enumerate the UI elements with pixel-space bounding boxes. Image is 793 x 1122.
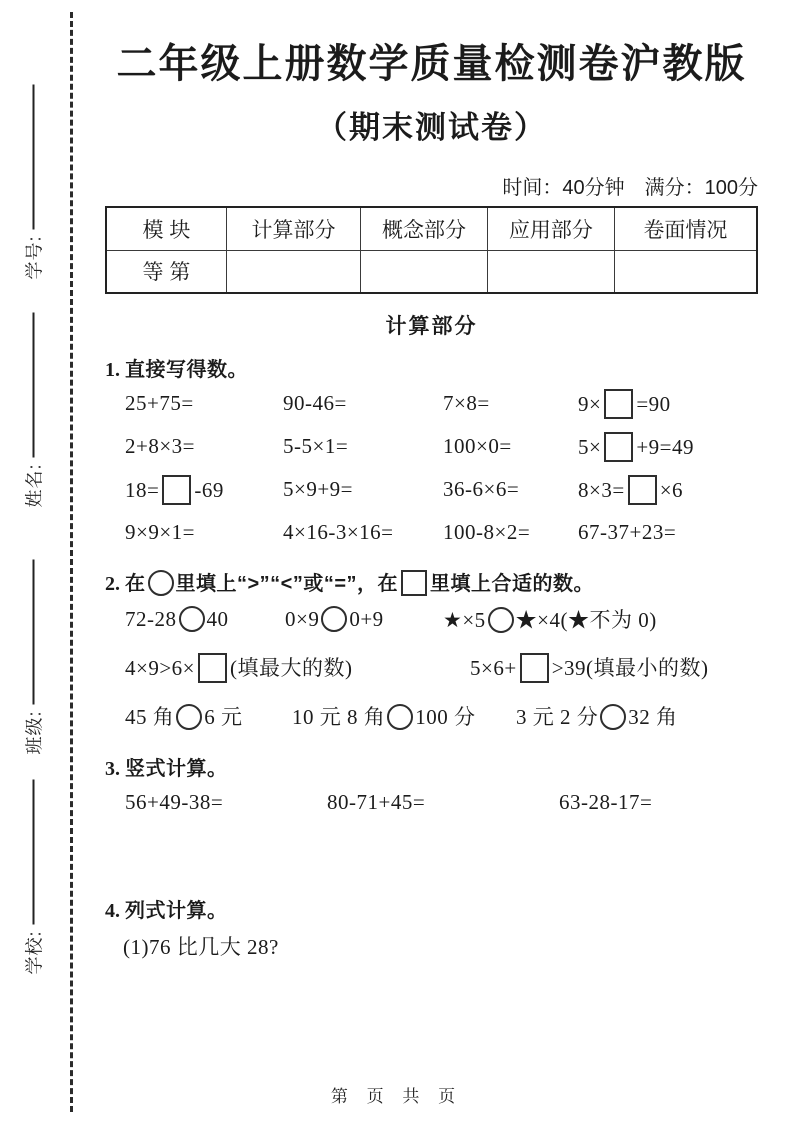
fill-in-square: [401, 570, 427, 596]
time-and-score-meta: 时间：40分钟 满分：100分: [502, 177, 758, 199]
question-2-heading: [105, 567, 758, 596]
fill-in-square: [604, 389, 633, 419]
class-blank-line: [33, 560, 35, 705]
equation: 25+75=: [125, 391, 194, 415]
school-label: 学校:: [24, 930, 45, 975]
equation: 67-37+23=: [578, 520, 677, 544]
question-3-number: 3.: [105, 758, 120, 780]
equation: 7×8=: [443, 391, 490, 415]
name-blank-line: [33, 313, 35, 458]
score-table-grade-row: [106, 250, 757, 293]
equation: 10 元 8 角 100 分: [292, 705, 476, 729]
grade-cell-empty: [226, 250, 360, 293]
binding-dashed-line: [70, 12, 73, 1112]
question-1-number: 1.: [105, 359, 120, 381]
q1-row-4: [105, 511, 758, 554]
question-4-prompt: 列式计算。: [125, 900, 228, 922]
equation: 5×6+ >39(填最小的数): [470, 652, 758, 683]
score-header-presentation: 卷面情况: [614, 207, 757, 250]
q1-row-2: [105, 425, 758, 468]
q1-row-3: [105, 468, 758, 511]
q4-item-1: [105, 931, 758, 961]
question-1-heading: [105, 353, 758, 382]
student-id-blank-line: [33, 85, 35, 230]
page-footer: 第 页 共 页: [330, 1087, 463, 1106]
q3-row-1: [105, 781, 758, 824]
score-header-calculation: 计算部分: [226, 207, 360, 250]
question-4-heading: [105, 894, 758, 923]
score-header-concept: 概念部分: [361, 207, 488, 250]
comparison-circle: [387, 704, 413, 730]
equation: ★×5 ★×4(★不为 0): [443, 607, 657, 632]
margin-field-school: [12, 780, 56, 975]
question-2-prompt: 在 里填上“>”“<”或“=”，在 里填上合适的数。: [125, 567, 594, 596]
equation: 18= -69: [125, 475, 283, 505]
equation: 5× +9=49: [578, 432, 758, 462]
student-id-label: 学号:: [24, 235, 45, 280]
comparison-circle: [179, 606, 205, 632]
score-table-header-row: [106, 207, 757, 250]
question-4-number: 4.: [105, 900, 120, 922]
equation: 72-28 40: [125, 606, 229, 631]
name-label: 姓名:: [24, 463, 45, 508]
school-blank-line: [33, 780, 35, 925]
equation: 45 角 6 元: [125, 705, 243, 729]
margin-field-class: [12, 560, 56, 755]
grade-cell-empty: [361, 250, 488, 293]
margin-field-student-id: [12, 85, 56, 280]
fill-in-square: [628, 475, 657, 505]
equation: 100-8×2=: [443, 520, 531, 544]
equation: 4×16-3×16=: [283, 520, 394, 544]
class-label: 班级:: [24, 710, 45, 755]
q2-row-2: [105, 641, 758, 693]
equation: 0×9 0+9: [285, 606, 384, 631]
score-table: [105, 206, 758, 294]
grade-cell-empty: [614, 250, 757, 293]
section-title: 计算部分: [385, 315, 478, 338]
equation: 9× =90: [578, 389, 758, 419]
page-subtitle: （期末测试卷）: [316, 110, 547, 145]
equation: 56+49-38=: [125, 790, 224, 814]
fill-in-square: [520, 653, 549, 683]
equation: 5×9+9=: [283, 477, 354, 501]
equation: 9×9×1=: [125, 520, 196, 544]
equation: 36-6×6=: [443, 477, 520, 501]
equation: 3 元 2 分 32 角: [516, 705, 678, 729]
equation: 5-5×1=: [283, 434, 349, 458]
margin-field-name: [12, 313, 56, 508]
question-2-number: 2.: [105, 573, 120, 595]
comparison-circle: [600, 704, 626, 730]
equation: 2+8×3=: [125, 434, 196, 458]
fill-in-square: [162, 475, 191, 505]
fill-in-square: [198, 653, 227, 683]
equation: 90-46=: [283, 391, 347, 415]
score-header-application: 应用部分: [487, 207, 614, 250]
grade-row-label: 等 第: [106, 250, 226, 293]
equation: 8×3= ×6: [578, 475, 758, 505]
page-title: 二年级上册数学质量检测卷沪教版: [116, 42, 747, 86]
content-area: [105, 0, 758, 961]
word-problem: (1)76 比几大 28?: [123, 935, 279, 959]
q2-row-3: [105, 693, 758, 739]
comparison-circle: [148, 570, 174, 596]
fill-in-square: [604, 432, 633, 462]
comparison-circle: [176, 704, 202, 730]
comparison-circle: [488, 607, 514, 633]
q2-row-1: [105, 596, 758, 641]
equation: 63-28-17=: [559, 790, 653, 814]
equation: 100×0=: [443, 434, 512, 458]
equation: 4×9>6× (填最大的数): [125, 652, 470, 683]
q1-row-1: [105, 382, 758, 425]
question-3-heading: [105, 752, 758, 781]
question-1-prompt: 直接写得数。: [125, 359, 248, 381]
equation: 80-71+45=: [327, 790, 426, 814]
question-3-prompt: 竖式计算。: [125, 758, 228, 780]
comparison-circle: [321, 606, 347, 632]
score-header-module: 模 块: [106, 207, 226, 250]
grade-cell-empty: [487, 250, 614, 293]
